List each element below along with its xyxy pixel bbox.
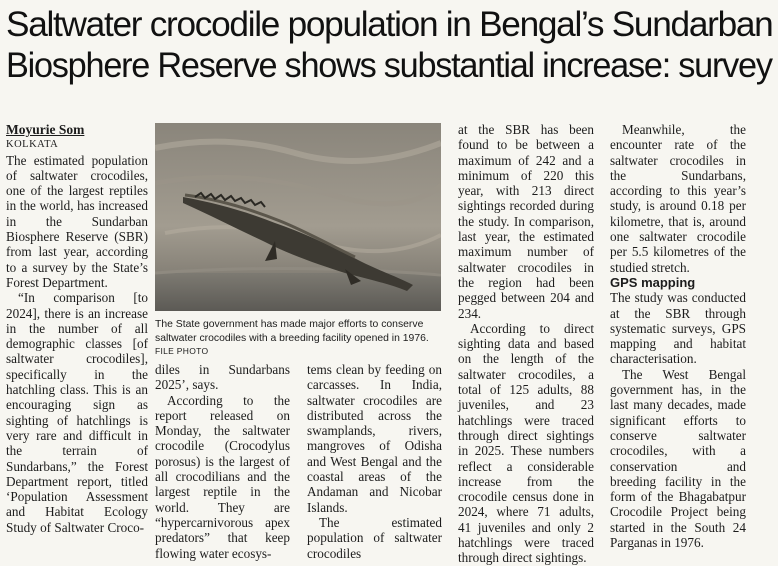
col5-paragraph-1: Meanwhile, the encounter rate of the saltwater crocodiles in the Sundarbans, according to this year’s study, is around 0.18 per kilometre, that is, around one saltwater crocodile per 5.5 kilometres of the studied stretch. — [610, 122, 746, 275]
caption-text: The State government has made major efforts to conserve saltwater crocodiles with a breeding facility opened in 1976. — [155, 319, 429, 344]
column-2 — [155, 362, 290, 561]
photo-credit: FILE PHOTO — [155, 346, 209, 357]
photo-caption — [155, 318, 445, 359]
col1-paragraph-2: “In comparison [to 2024], there is an increase in the number of all demographic classes [of saltwater crocodiles], specifically in the hatchling class. This is an encouraging sign as sighting of hatchlings is very rare and difficult in the terrain of Sundarbans,” the Forest Department report, titled ‘Population Assessment and Habitat Ecology Study of Saltwater Croco- — [6, 290, 148, 535]
col3-paragraph-1: tems clean by feeding on carcasses. In India, saltwater crocodiles are distributed across the swamplands, rivers, mangroves of Odisha and West Bengal and the coastal areas of the Andaman and Nicobar Islands. — [307, 362, 442, 515]
column-4 — [458, 122, 594, 566]
column-5 — [610, 122, 746, 550]
col3-paragraph-2: The estimated population of saltwater crocodiles — [307, 514, 442, 561]
byline-author: Moyurie Som — [6, 122, 85, 137]
col5-paragraph-2: The study was conducted at the SBR through systematic surveys, GPS mapping and habitat characterisation. — [610, 290, 746, 367]
column-1 — [6, 122, 148, 535]
column-3 — [307, 362, 442, 561]
col2-paragraph-2: According to the report released on Monday, the saltwater crocodile (Crocodylus porosus) is the largest of all crocodilians and the largest reptile in the world. They are “hypercarnivorous apex predators” that keep flowing water ecosys- — [155, 392, 290, 561]
headline-line-2: Biosphere Reserve shows substantial increase: survey — [6, 45, 772, 85]
col2-paragraph-1: diles in Sundarbans 2025’, says. — [155, 362, 290, 393]
col5-paragraph-3: The West Bengal government has, in the last many decades, made significant efforts to conserve saltwater crocodiles, with a conservation and breeding facility in the form of the Bhagabatpur Crocodile Project being started in the South 24 Parganas in 1976. — [610, 366, 746, 551]
col4-paragraph-1: at the SBR has been found to be between a maximum of 242 and a minimum of 220 this year, with 213 direct sightings recorded during the study. In comparison, last year, the estimated maximum number of saltwater crocodiles in the region had been pegged between 204 and 234. — [458, 122, 594, 321]
crocodile-photo — [155, 123, 441, 311]
headline — [6, 4, 774, 86]
col5-subhead: GPS mapping — [610, 274, 696, 290]
headline-line-1: Saltwater crocodile population in Bengal’s Sundarban — [6, 4, 773, 44]
col1-paragraph-1: The estimated population of saltwater crocodiles, one of the largest reptiles in the world, has increased in the Sundarban Biosphere Reserve (SBR) from last year, according to a survey by the State’s Forest Department. — [6, 152, 148, 290]
col4-paragraph-2: According to direct sighting data and based on the length of the saltwater crocodiles, a total of 125 adults, 88 juveniles, and 23 hatchlings were traced through direct sightings in 2025. These numbers reflect a considerable increase from the crocodile census done in 2024, where 71 adults, 41 juveniles and only 2 hatchlings were traced through direct sightings. — [458, 320, 594, 566]
byline-place: KOLKATA — [6, 139, 59, 151]
